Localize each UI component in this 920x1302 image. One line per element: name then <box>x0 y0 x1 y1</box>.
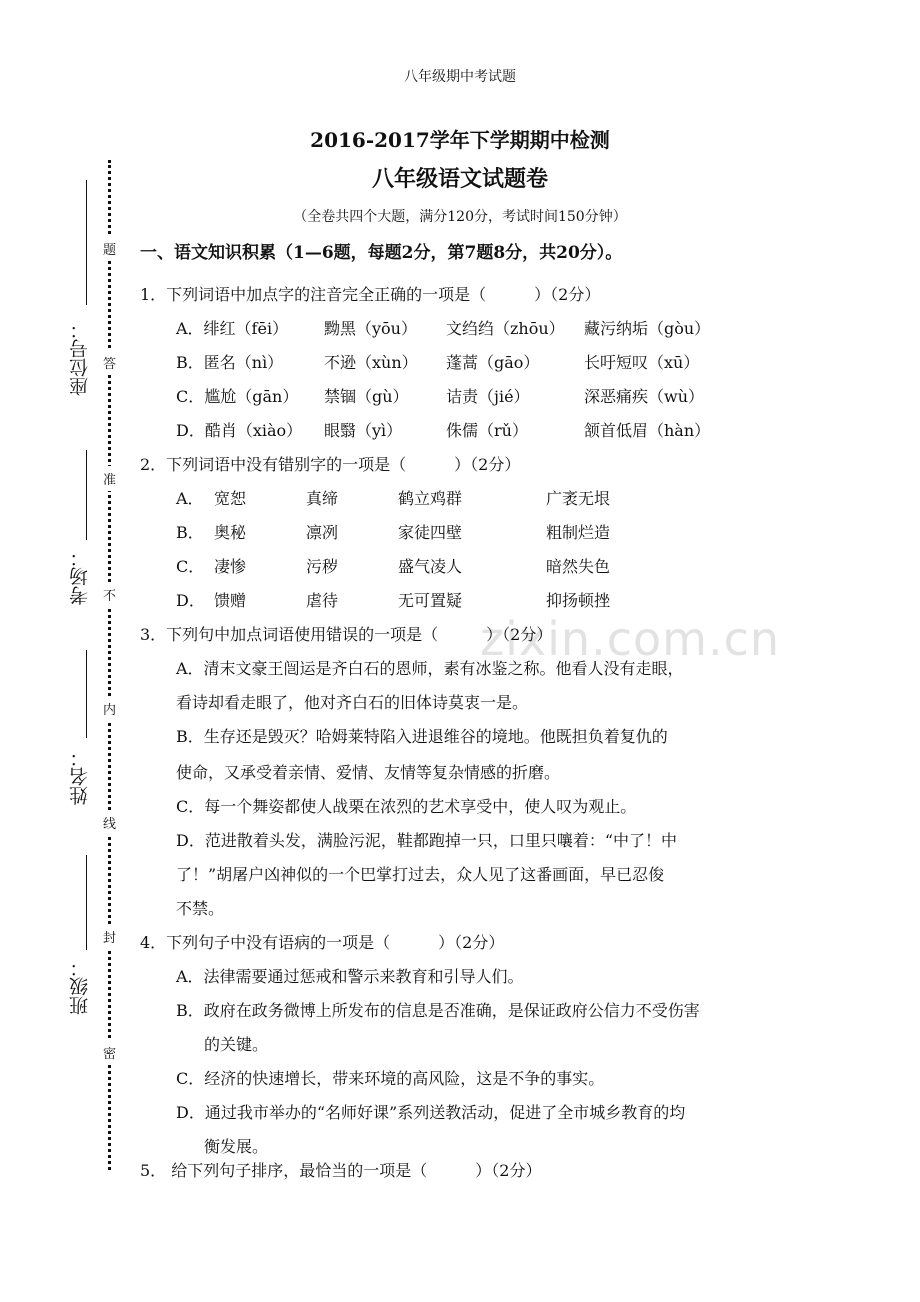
q4-option-d-line2: 衡发展。 <box>204 1137 269 1156</box>
q3-option-b-line1: B．生存还是毁灭？哈姆莱特陷入进退维谷的境地。他既担负着复仇的 <box>176 727 668 746</box>
q3-option-d-line3: 不禁。 <box>176 899 225 918</box>
class-blank <box>86 855 87 950</box>
watermark: zixin.com.cn <box>480 612 781 666</box>
section-heading: 一、语文知识积累（1—6题，每题2分，第7题8分，共20分）。 <box>140 243 623 263</box>
exam-room-label: 考场： <box>69 548 91 605</box>
q4-option-b-line2: 的关键。 <box>204 1035 269 1054</box>
q3-option-d-line2: 了！”胡屠户凶神似的一个巴掌打过去，众人见了这番画面，早已忍俊 <box>176 865 665 884</box>
question-1-stem: 1．下列词语中加点字的注音完全正确的一项是（ ）（2分） <box>140 285 601 304</box>
question-3-stem: 3．下列句中加点词语使用错误的一项是（ ）（2分） <box>140 625 553 644</box>
q4-option-c: C．经济的快速增长，带来环境的高风险，这是不争的事实。 <box>176 1069 605 1088</box>
binding-mark: 内 <box>103 696 116 721</box>
q3-option-c: C．每一个舞姿都使人战栗在浓烈的艺术享受中，使人叹为观止。 <box>176 797 637 816</box>
binding-mark: 准 <box>103 466 116 491</box>
q3-option-d-line1: D．范进散着头发，满脸污泥，鞋都跑掉一只，口里只嚷着：“中了！中 <box>176 831 678 850</box>
binding-mark: 不 <box>103 582 116 607</box>
class-label: 班级： <box>69 958 91 1015</box>
page-header: 八年级期中考试题 <box>404 69 516 85</box>
exam-room-blank <box>86 450 87 540</box>
question-4-stem: 4．下列句子中没有语病的一项是（ ）（2分） <box>140 933 505 952</box>
seat-number-label: 座位号： <box>69 320 91 396</box>
name-label: 姓名： <box>69 748 91 805</box>
question-5-stem: 5． 给下列句子排序，最恰当的一项是（ ）（2分） <box>140 1161 542 1180</box>
seat-number-blank <box>86 180 87 305</box>
q3-option-a-line1: A．清末文豪王闿运是齐白石的恩师，素有冰鉴之称。他看人没有走眼， <box>176 659 684 678</box>
binding-mark: 封 <box>103 924 116 949</box>
binding-mark: 答 <box>103 350 116 375</box>
name-blank <box>86 650 87 738</box>
exam-title: 2016-2017学年下学期期中检测 <box>310 128 610 152</box>
binding-mark: 线 <box>103 810 116 835</box>
q3-option-b-line2: 使命，又承受着亲情、爱情、友情等复杂情感的折磨。 <box>176 763 561 782</box>
exam-note: （全卷共四个大题，满分120分，考试时间150分钟） <box>293 209 627 225</box>
q4-option-a: A．法律需要通过惩戒和警示来教育和引导人们。 <box>176 967 524 986</box>
question-2-stem: 2．下列词语中没有错别字的一项是（ ）（2分） <box>140 455 521 474</box>
q4-option-b-line1: B．政府在政务微博上所发布的信息是否准确，是保证政府公信力不受伤害 <box>176 1001 700 1020</box>
q4-option-d-line1: D．通过我市举办的“名师好课”系列送教活动，促进了全市城乡教育的均 <box>176 1103 686 1122</box>
binding-dotted-line <box>108 160 111 1170</box>
exam-subtitle: 八年级语文试题卷 <box>371 167 548 192</box>
binding-mark: 密 <box>103 1040 116 1065</box>
q3-option-a-line2: 看诗却看走眼了，他对齐白石的旧体诗莫衷一是。 <box>176 693 529 712</box>
binding-mark: 题 <box>103 236 116 261</box>
